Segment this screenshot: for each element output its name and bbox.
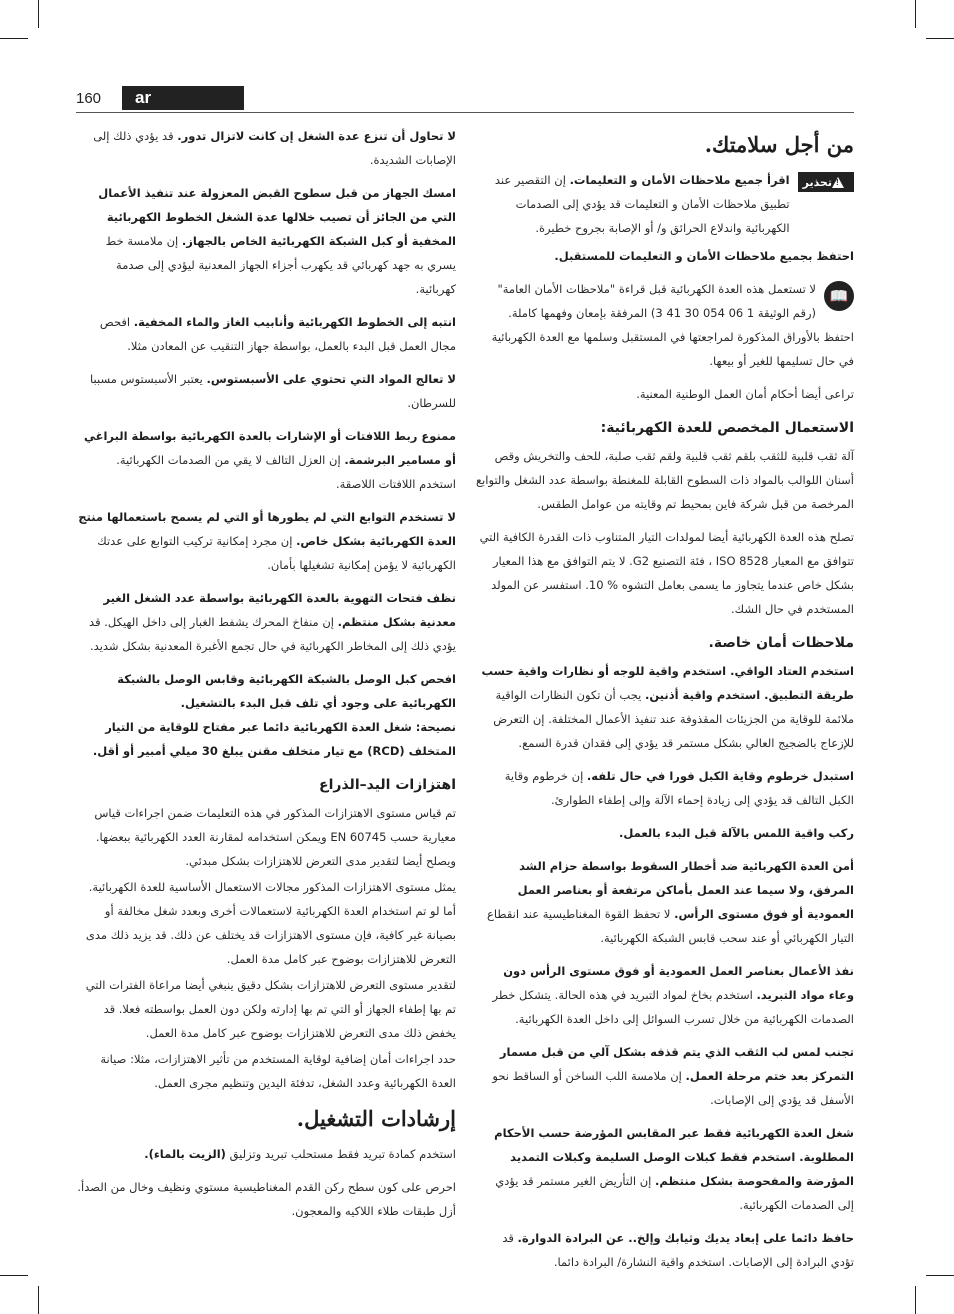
crop-mark — [915, 0, 916, 28]
intended-use-title: الاستعمال المخصص للعدة الكهربائية: — [600, 420, 854, 436]
crop-mark — [926, 38, 954, 39]
intended-use-p1: آلة ثقب قلبية للثقب بلقم ثقب قلبية ولقم ثقب صلبة، للحف والتخريش وقص أسنان اللوالب بالمواد ذات السطوح القابلة للمغنطة بواسطة عدد الشغل والتوابع المرخصة من قبل شركة فاين بمحيط تم وقايته من عوامل الطقس. — [475, 449, 854, 511]
warning-badge — [798, 172, 854, 192]
warning-block — [476, 168, 854, 244]
warning-text: اقرأ جميع ملاحظات الأمان و التعليمات. إن التقصير عند تطبيق ملاحظات الأمان و التعليمات قد يؤدي إلى الصدمات الكهربائية واندلاع الحرائق و/ أو الإصابة بجروح خطيرة. — [494, 173, 790, 235]
crop-mark — [0, 38, 28, 39]
vibration-p4: حدد اجراءات أمان إضافية لوقاية المستخدم من تأثير الاهتزازات، مثلا: صيانة العدة الكهربائية وعدد الشغل، تدفئة اليدين وتنظيم مجرى العمل. — [100, 1052, 456, 1090]
read-manual-icon: 📖 — [824, 281, 854, 311]
observe-regulations: تراعى أيضا أحكام أمان العمل الوطنية المعنية. — [636, 387, 854, 401]
special-note: استخدم العتاد الواقي. استخدم واقية للوجه أو نظارات واقية حسب طريقة التطبيق. استخدم واقية أذنين. يجب أن تكون النظارات الواقية ملائمة للوقاية من الجزيئات المقذوفة عند تنفيذ الأعمال المختلفة. إن التعرض للإزعاج بالضجيج العالي بشكل مستمر قد يؤدي إلى فقدان قدرة السمع. — [481, 664, 854, 750]
safety-title: من أجل سلامتك. — [704, 132, 854, 157]
crop-mark — [0, 1275, 28, 1276]
special-safety-title: ملاحظات أمان خاصة. — [708, 635, 854, 651]
keep-notes: احتفظ بجميع ملاحظات الأمان و التعليمات للمستقبل. — [554, 249, 854, 263]
special-note: نفذ الأعمال بعناصر العمل العمودية أو فوق مستوى الرأس دون وعاء مواد التبريد. استخدم بخاخ لمواد التبريد في هذه الحالة. يتشكل خطر الصدمات الكهربائية من خلال تسرب السوائل إلى داخل العدة الكهربائية. — [492, 964, 854, 1026]
special-note: استبدل خرطوم وقاية الكبل فورا في حال تلفه. إن خرطوم وقاية الكبل التالف قد يؤدي إلى زيادة إحماء الآلة وإلى إطفاء الطوارئ. — [504, 769, 854, 807]
special-note: حافظ دائما على إبعاد يديك وثيابك وإلخ.. عن البرادة الدوارة. قد تؤدي البرادة إلى الإصابات. استخدم واقية النشارة/ البرادة دائما. — [502, 1231, 854, 1269]
crop-mark — [915, 1286, 916, 1314]
safety-note: ممنوع ربط اللافتات أو الإشارات بالعدة الكهربائية بواسطة البراغي أو مسامير البرشمة. إن العزل التالف لا يقي من الصدمات الكهربائية. استخدم اللافتات اللاصقة. — [84, 429, 456, 491]
operating-p1: استخدم كمادة تبريد فقط مستحلب تبريد وتزليق (الزيت بالماء). — [144, 1147, 456, 1161]
warning-label: تحذير — [802, 175, 832, 189]
operating-title: إرشادات التشغيل. — [296, 1106, 456, 1131]
read-manual-block — [476, 277, 854, 325]
safety-note: لا تحاول أن تنزع عدة الشغل إن كانت لاتزال تدور. قد يؤدي ذلك إلى الإصابات الشديدة. — [93, 129, 456, 167]
safety-note: امسك الجهاز من قبل سطوح القبض المعزولة عند تنفيذ الأعمال التي من الجائز أن تصيب خلالها عدة الشغل الخطوط الكهربائية المخفية أو كبل الشبكة الكهربائية الخاص بالجهاز. إن ملامسة خط يسري به جهد كهربائي قد يكهرب أجزاء الجهاز المعدنية ليؤدي إلى صدمة كهربائية. — [98, 186, 456, 296]
operating-p2: احرص على كون سطح ركن القدم المغناطيسية مستوي ونظيف وخال من الصدأ. أزل طبقات طلاء اللاكيه والمعجون. — [77, 1180, 456, 1218]
header-divider — [76, 112, 854, 113]
vibration-title: اهتزازات اليد–الذراع — [319, 777, 456, 793]
vibration-p1: تم قياس مستوى الاهتزازات المذكور في هذه التعليمات ضمن اجراءات قياس معيارية حسب EN 60745 ويمكن استخدامه لمقارنة العدد الكهربائية ببعضها. ويصلح أيضا لتقدير مدى التعرض للاهتزازات بشكل مبدئي. — [94, 806, 456, 868]
rcd-tip: نصيحة: شغل العدة الكهربائية دائما عبر مفتاح للوقاية من التيار المتخلف (RCD) مع تيار متخلف مقنن يبلغ 30 ميلي أمبير أو أقل. — [92, 720, 456, 758]
safety-note: افحص كبل الوصل بالشبكة الكهربائية وقابس الوصل بالشبكة الكهربائية على وجود أي تلف قبل البدء بالتشغيل. — [117, 672, 456, 710]
page-header — [76, 86, 854, 112]
keep-documents: احتفظ بالأوراق المذكورة لمراجعتها في المستقبل وسلمها مع العدة الكهربائية في حال تسليمها للغير أو بيعها. — [491, 330, 854, 368]
special-note: أمن العدة الكهربائية ضد أخطار السقوط بواسطة حزام الشد المرفق، ولا سيما عند العمل بأماكن مرتفعة أو بعناصر العمل العمودية أو فوق مستوى الرأس. لا تحفظ القوة المغناطيسية عند انقطاع التيار الكهربائي أو عند سحب قابس الشبكة الكهربائية. — [487, 859, 854, 945]
vibration-p3: لتقدير مستوى التعرض للاهتزازات بشكل دقيق ينبغي أيضا مراعاة الفترات التي تم بها إطفاء الجهاز أو التي تم بها إدارته ولكن دون العمل بواسطته فعلا. قد يخفض ذلك مدى التعرض للاهتزازات بوضوح عبر كامل مدة العمل. — [85, 978, 456, 1040]
left-column — [76, 124, 456, 1232]
right-column — [476, 124, 854, 1283]
vibration-p2: يمثل مستوى الاهتزازات المذكور مجالات الاستعمال الأساسية للعدة الكهربائية. أما لو تم استخدام العدة الكهربائية لاستعمالات أخرى وبعدد شغل مخالفة أو بصيانة غير كافية، فإن مستوى الاهتزازات قد يختلف عن ذلك. قد يزيد ذلك مدى التعرض للاهتزازات بوضوح عبر كامل مدة العمل. — [85, 880, 456, 966]
safety-note: انتبه إلى الخطوط الكهربائية وأنابيب الغاز والماء المخفية. افحص مجال العمل قبل البدء بالعمل، بواسطة جهاز التنقيب عن المعادن مثلا. — [99, 315, 456, 353]
warning-triangle-icon — [832, 177, 844, 188]
read-manual-text: لا تستعمل هذه العدة الكهربائية قبل قراءة "ملاحظات الأمان العامة" (رقم الوثيقة 1 06 054 30 41 3) المرفقة بإمعان وفهمها كاملة. — [497, 282, 816, 320]
special-note: شغل العدة الكهربائية فقط عبر المقابس المؤرضة حسب الأحكام المطلوبة. استخدم فقط كبلات الوصل السليمة وكبلات التمديد المؤرضة والمفحوصة بشكل منتظم. إن التأريض الغير مستمر قد يؤدي إلى الصدمات الكهربائية. — [494, 1126, 854, 1212]
special-note: ركب واقية اللمس بالآلة قبل البدء بالعمل. — [619, 826, 854, 840]
page-number: 160 — [76, 90, 102, 107]
intended-use-p2: تصلح هذه العدة الكهربائية أيضا لمولدات التيار المتناوب ذات القدرة الكافية التي تتوافق مع المعيار ISO 8528 ، فئة التصنيع G2. لا يتم التوافق مع هذا المعيار بشكل خاص عندما يتجاوز ما يسمى بعامل التشوه % 10. استفسر عن المولد المستخدم في حال الشك. — [479, 530, 854, 616]
special-note: تجنب لمس لب الثقب الذي يتم قذفه بشكل آلي من قبل مسمار التمركز بعد ختم مرحلة العمل. إن ملامسة اللب الساخن أو الساقط نحو الأسفل قد يؤدي إلى الإصابات. — [492, 1045, 854, 1107]
crop-mark — [926, 1275, 954, 1276]
crop-mark — [38, 1286, 39, 1314]
language-tab: ar — [122, 86, 244, 110]
safety-note: لا تستخدم التوابع التي لم يطورها أو التي لم يسمح باستعمالها منتج العدة الكهربائية بشكل خاص. إن مجرد إمكانية تركيب التوابع على عدتك الكهربائية لا يؤمن إمكانية تشغيلها بأمان. — [78, 510, 456, 572]
safety-note: نظف فتحات التهوية بالعدة الكهربائية بواسطة عدد الشغل الغير معدنية بشكل منتظم. إن منفاخ المحرك يشفط الغبار إلى داخل الهيكل. قد يؤدي ذلك إلى المخاطر الكهربائية في حال تجمع الأغبرة المعدنية بشكل شديد. — [89, 591, 456, 653]
crop-mark — [38, 0, 39, 28]
safety-note: لا تعالج المواد التي تحتوي على الأسبستوس. يعتبر الأسبستوس مسببا للسرطان. — [90, 372, 456, 410]
